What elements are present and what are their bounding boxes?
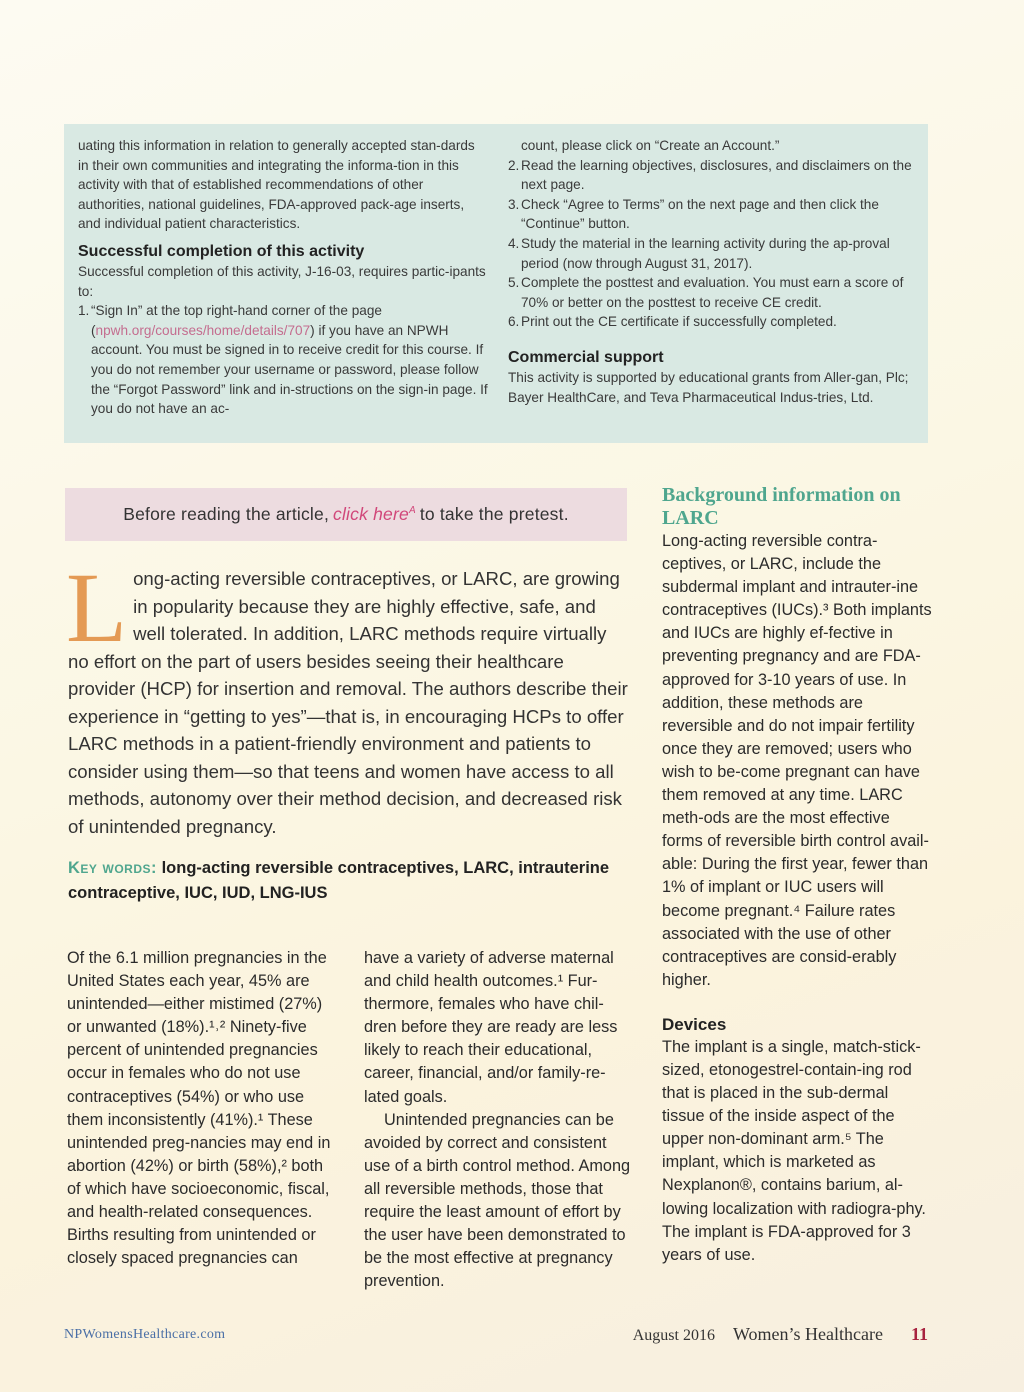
completion-text: Successful completion of this activity, J-16-03, requires partic-ipants to:	[78, 263, 486, 299]
step-2	[508, 156, 928, 195]
pretest-banner	[65, 488, 627, 541]
step-text: Check “Agree to Terms” on the next page and then click the “Continue” button.	[521, 196, 879, 232]
sidebar-background	[662, 484, 932, 1267]
step-1-continued	[508, 136, 928, 156]
support-heading: Commercial support	[508, 348, 664, 366]
support-text: This activity is supported by educational grants from Aller-gan, Plc; Bayer HealthCare, and Teva Pharmaceutical Indus-tries, Ltd.	[508, 369, 909, 405]
sidebar-paragraph: The implant is a single, match-stick-sized, etonogestrel-contain-ing rod that is placed in the sub-dermal tissue of the inside aspect of the upper non-dominant arm.⁵ The implant, which is marketed as Nexplanon®, contains barium, al-lowing localization with radiogra-phy. The implant is FDA-approved for 3 years of use.	[662, 1037, 926, 1264]
sidebar-paragraph: Long-acting reversible contra-ceptives, or LARC, include the subdermal implant and intrauter-ine contraceptives (IUCs).³ Both implants and IUCs are highly ef-fective in preventing pregnancy and are FDA-approved for 3-10 years of use. In addition, these methods are reversible and do not impair fertility once they are removed; users who wish to be-come pregnant can have them removed at any time. LARC meth-ods are the most effective forms of reversible birth control avail-able: During the first year, fewer than 1% of implant or IUC users will become pregnant.⁴ Failure rates associated with the use of other contraceptives are consid-erably higher.	[662, 532, 932, 989]
step-1-text-a: “Sign In” at the top right-hand corner of the page (	[91, 303, 382, 338]
step-number: 2.	[508, 157, 520, 173]
sidebar-heading: Background information on LARC	[662, 484, 901, 529]
pretest-link-sup: A	[408, 505, 416, 517]
step-text: Complete the posttest and evaluation. You must earn a score of 70% or better on the posttest to receive CE credit.	[521, 275, 904, 310]
footer-brand: Women’s Healthcare	[732, 1324, 883, 1344]
step-number: 1.	[78, 303, 90, 319]
body-column-1	[67, 947, 337, 1270]
step-3	[508, 195, 928, 234]
pretest-link[interactable]	[333, 504, 416, 525]
completion-steps	[78, 301, 488, 419]
step-1-text-b: ) if you have an NPWH account. You must be signed in to receive credit for this course. If you do not remember your username or password, please follow the “Forgot Password” link and in-structions on the sign-in page. If you do not have an ac-	[91, 322, 488, 417]
step-number: 3.	[508, 196, 520, 212]
footer-right	[633, 1324, 928, 1345]
step-1-continued-text: count, please click on “Create an Account.”	[521, 138, 780, 153]
article-abstract	[66, 552, 628, 840]
body-paragraph: have a variety of adverse maternal and child health outcomes.¹ Fur-thermore, females who have chil-dren before they are ready are less likely to reach their educational, career, financial, and/or family-re-lated goals.	[364, 949, 618, 1106]
step-number: 4.	[508, 235, 520, 251]
body-paragraph: Unintended pregnancies can be avoided by correct and consistent use of a birth control method. Among all reversible methods, those that require the least amount of effort by the user have been demonstrated to be the most effective at pregnancy prevention.	[364, 1110, 631, 1291]
step-5	[508, 273, 928, 312]
info-left-column	[78, 136, 488, 419]
footer-site[interactable]: NPWomensHealthcare.com	[64, 1327, 226, 1342]
step-6	[508, 312, 928, 332]
ce-info-box	[64, 124, 928, 443]
step-4	[508, 234, 928, 273]
devices-heading: Devices	[662, 1014, 727, 1034]
pretest-link-text[interactable]: click here	[333, 504, 409, 524]
step-text: Study the material in the learning activity during the ap-proval period (now through August 31, 2017).	[521, 235, 890, 271]
keywords	[68, 856, 628, 906]
pretest-before: Before reading the article,	[123, 504, 330, 524]
abstract-text: ong-acting reversible contraceptives, or LARC, are growing in popularity because they are highly effective, safe, and well tolerated. In addition, LARC methods require virtually no effort on the part of users besides seeing their healthcare provider (HCP) for insertion and removal. The authors describe their experience in “getting to yes”—that is, in encouraging HCPs to offer LARC methods in a patient-friendly environment and patients to consider using them—so that teens and women have access to all methods, autonomy over their method decision, and decreased risk of unintended pregnancy.	[68, 568, 628, 837]
body-column-2	[364, 947, 634, 1293]
pretest-after: to take the pretest.	[419, 504, 569, 524]
drop-cap: L	[66, 552, 128, 663]
step-number: 6.	[508, 314, 520, 330]
footer-date: August 2016	[632, 1327, 715, 1344]
completion-heading: Successful completion of this activity	[78, 242, 365, 260]
completion-steps-continued	[508, 136, 928, 332]
step-number: 5.	[508, 275, 520, 291]
step-text: Read the learning objectives, disclosures, and disclaimers on the next page.	[521, 157, 912, 193]
body-paragraph: Of the 6.1 million pregnancies in the United States each year, 45% are unintended—either mistimed (27%) or unwanted (18%).¹˒² Ninety-five percent of unintended pregnancies occur in females who do not use contraceptives (54%) or who use them inconsistently (41%).¹ These unintended preg-nancies may end in abortion (42%) or birth (58%),² both of which have socioeconomic, fiscal, and health-related consequences. Births resulting from unintended or closely spaced pregnancies can	[67, 949, 331, 1268]
step-1	[78, 301, 488, 419]
info-intro-text: uating this information in relation to generally accepted stan-dards in their own communities and integrating the informa-tion in this activity with that of established recommendations of other authorities, national guidelines, FDA-approved pack-age inserts, and individual patient characteristics.	[78, 138, 475, 232]
page-number: 11	[910, 1324, 928, 1344]
keywords-text: long-acting reversible contraceptives, LARC, intrauterine contraceptive, IUC, IUD, LNG-IUS	[68, 859, 610, 902]
keywords-label: Key words:	[68, 859, 157, 877]
info-right-column	[508, 136, 928, 407]
step-text: Print out the CE certificate if successfully completed.	[521, 314, 837, 330]
course-link[interactable]: npwh.org/courses/home/details/707	[95, 322, 311, 338]
